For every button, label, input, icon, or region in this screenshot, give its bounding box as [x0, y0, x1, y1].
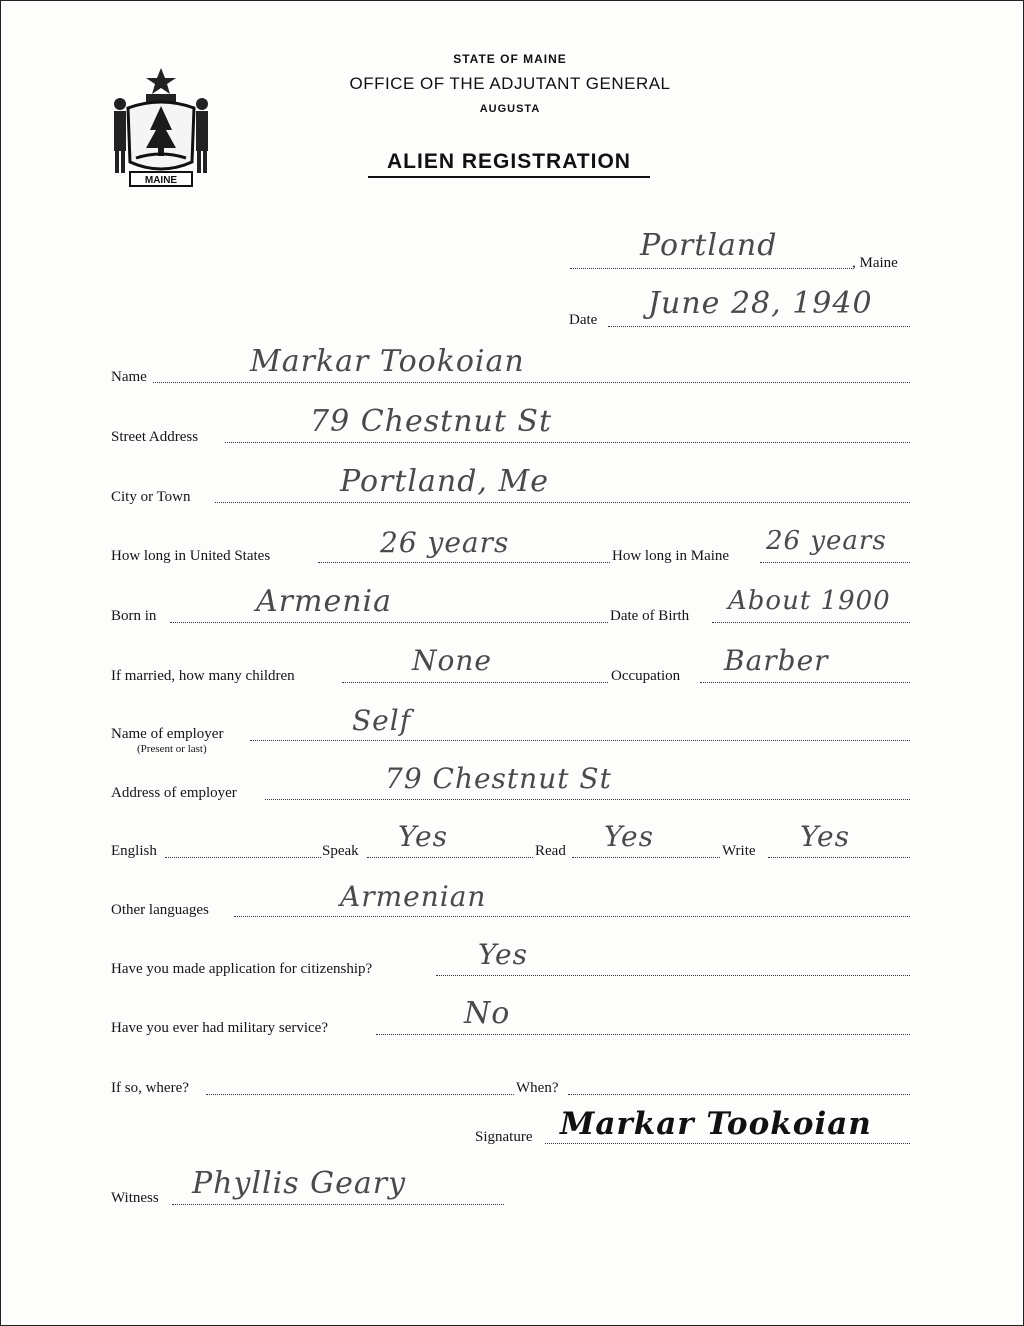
state-heading: STATE OF MAINE [453, 52, 567, 66]
when-line [568, 1094, 910, 1095]
employer-address-line [265, 799, 910, 800]
children-label: If married, how many children [111, 668, 295, 684]
children-line [342, 682, 608, 683]
street-address-value: 79 Chestnut St [310, 404, 553, 439]
military-service-label: Have you ever had military service? [111, 1020, 328, 1036]
city-value: Portland, Me [340, 464, 549, 499]
employer-value: Self [352, 704, 412, 737]
occupation-value: Barber [724, 644, 829, 677]
citizenship-label: Have you made application for citizenship? [111, 961, 373, 977]
military-service-value: No [464, 996, 511, 1031]
english-line [165, 857, 321, 858]
occupation-line [700, 682, 910, 683]
occupation-label: Occupation [611, 668, 681, 684]
born-in-value: Armenia [256, 584, 393, 619]
born-in-line [170, 622, 608, 623]
maine-duration-value: 26 years [766, 526, 887, 556]
employer-address-label: Address of employer [111, 785, 237, 801]
maine-duration-line [760, 562, 910, 563]
other-languages-value: Armenian [340, 880, 487, 913]
name-line [153, 382, 910, 383]
date-of-birth-value: About 1900 [728, 586, 891, 616]
write-line [768, 857, 910, 858]
employer-line [250, 740, 910, 741]
where-label: If so, where? [111, 1080, 189, 1096]
seal-banner-text: MAINE [144, 175, 178, 186]
where-line [206, 1094, 514, 1095]
city-label: City or Town [111, 489, 191, 505]
other-languages-label: Other languages [111, 902, 209, 918]
born-in-label: Born in [111, 608, 157, 624]
us-duration-label: How long in United States [111, 548, 271, 564]
date-of-birth-line [712, 622, 910, 623]
military-service-line [376, 1034, 910, 1035]
employer-address-value: 79 Chestnut St [385, 762, 612, 795]
when-label: When? [516, 1080, 559, 1096]
witness-line [172, 1204, 504, 1205]
employer-label: Name of employer [111, 726, 224, 742]
citizenship-value: Yes [478, 938, 528, 971]
english-label: English [111, 843, 157, 859]
speak-value: Yes [398, 820, 448, 853]
date-label: Date [569, 312, 598, 328]
date-of-birth-label: Date of Birth [610, 608, 690, 624]
witness-value: Phyllis Geary [192, 1166, 407, 1201]
read-line [572, 857, 720, 858]
name-label: Name [111, 369, 147, 385]
speak-label: Speak [322, 843, 359, 859]
street-address-line [225, 442, 910, 443]
city-heading: AUGUSTA [479, 103, 541, 115]
speak-line [367, 857, 533, 858]
write-label: Write [722, 843, 756, 859]
date-value: June 28, 1940 [648, 286, 873, 321]
place-line [570, 268, 852, 269]
name-value: Markar Tookoian [250, 344, 525, 379]
maine-seal-emblem [106, 66, 216, 190]
signature-line [545, 1143, 910, 1144]
signature-label: Signature [475, 1129, 533, 1145]
us-duration-value: 26 years [380, 526, 510, 559]
date-line [608, 326, 910, 327]
office-heading: OFFICE OF THE ADJUTANT GENERAL [349, 74, 671, 93]
employer-sublabel: (Present or last) [137, 743, 207, 755]
city-line [215, 502, 910, 503]
us-duration-line [318, 562, 610, 563]
form-title: ALIEN REGISTRATION [368, 150, 650, 178]
signature-value: Markar Tookoian [560, 1106, 872, 1142]
other-languages-line [234, 916, 910, 917]
place-value: Portland [640, 228, 778, 263]
read-value: Yes [604, 820, 654, 853]
place-suffix: , Maine [852, 255, 898, 271]
witness-label: Witness [111, 1190, 159, 1206]
maine-duration-label: How long in Maine [612, 548, 730, 564]
write-value: Yes [800, 820, 850, 853]
children-value: None [412, 644, 492, 677]
citizenship-line [436, 975, 910, 976]
read-label: Read [535, 843, 566, 859]
street-address-label: Street Address [111, 429, 199, 445]
